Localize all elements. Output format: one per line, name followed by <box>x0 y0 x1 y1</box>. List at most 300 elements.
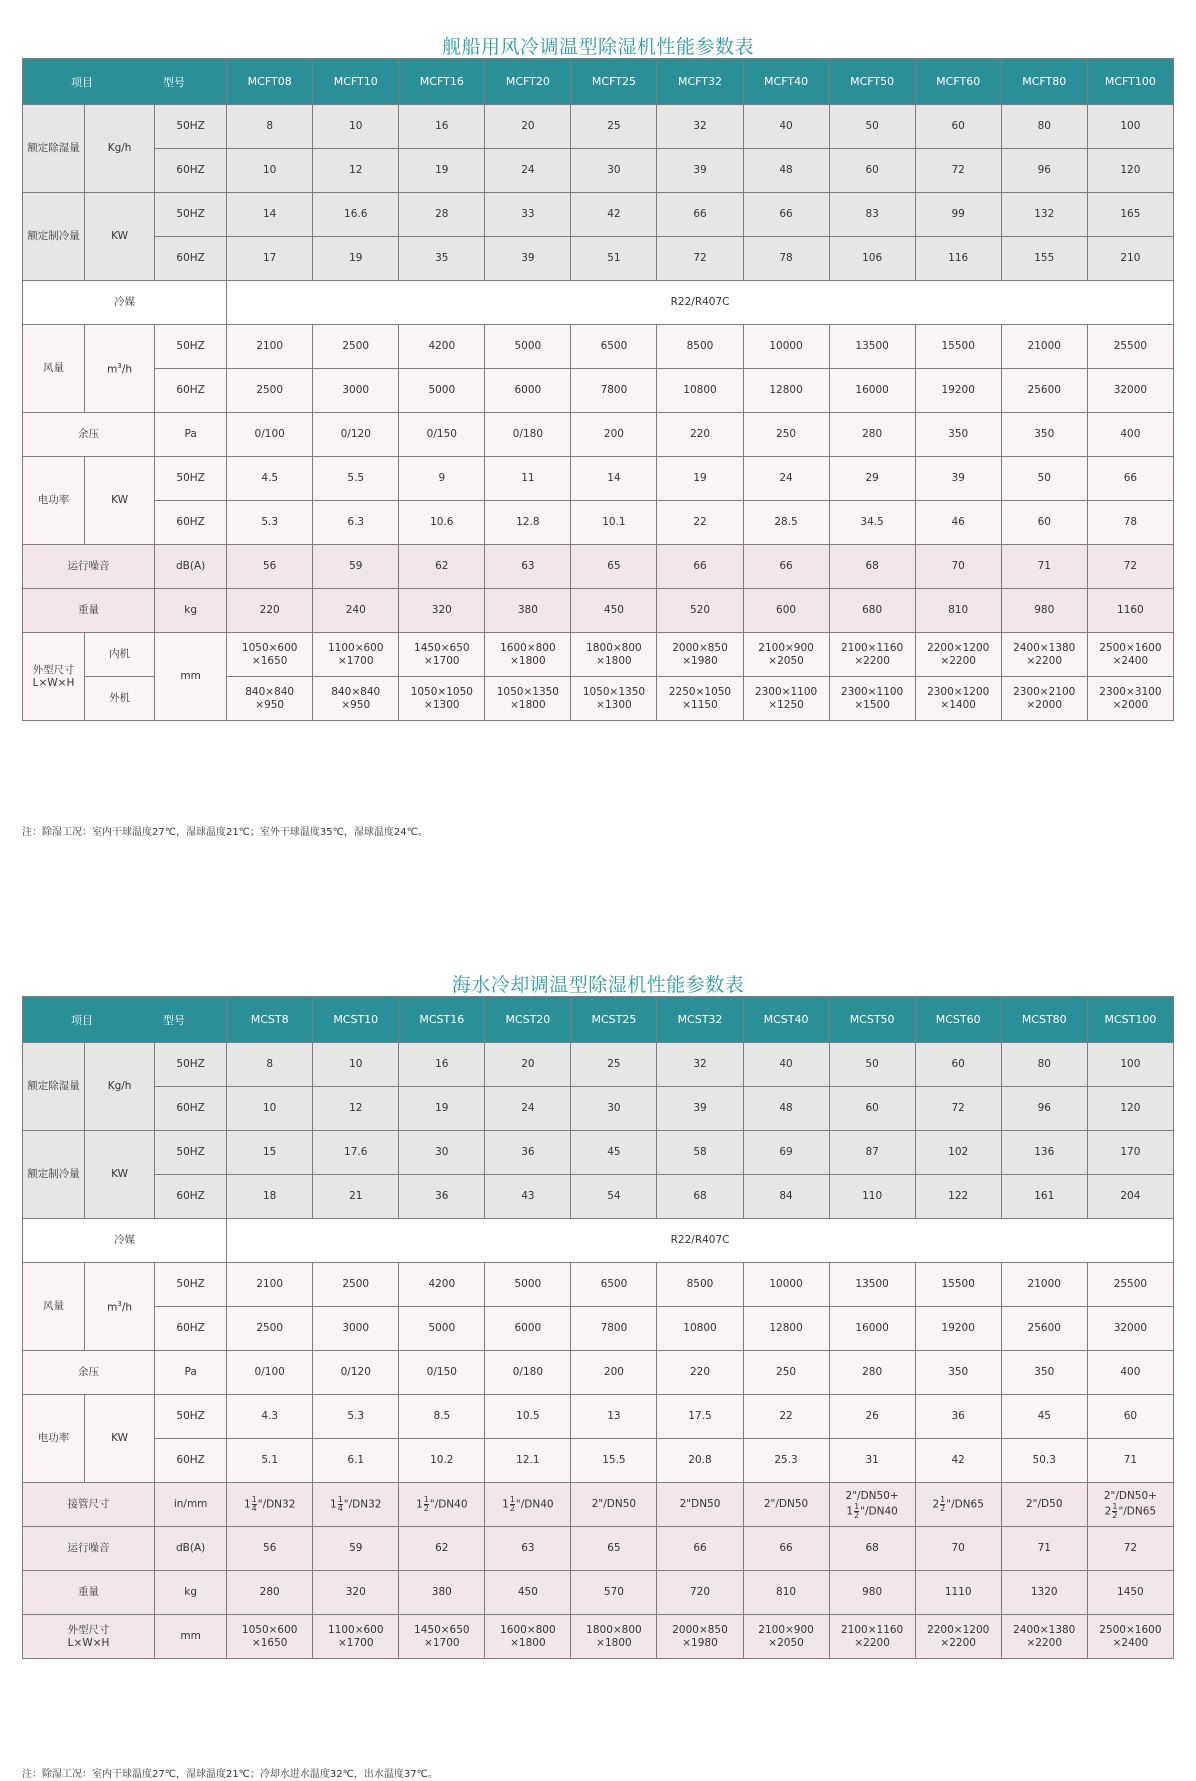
weight-value: 380 <box>399 1571 485 1615</box>
model-header: MCST40 <box>743 997 829 1043</box>
weight-unit: kg <box>155 1571 227 1615</box>
freq-60hz-label: 60HZ <box>155 1175 227 1219</box>
table-row <box>23 413 1174 457</box>
model-header: MCST8 <box>227 997 313 1043</box>
model-header: MCST25 <box>571 997 657 1043</box>
model-header: MCFT16 <box>399 59 485 105</box>
cool-50hz-value: 83 <box>829 193 915 237</box>
dehum-60hz-value: 10 <box>227 149 313 193</box>
air-50hz-value: 21000 <box>1001 325 1087 369</box>
dehum-60hz-value: 10 <box>227 1087 313 1131</box>
pipe-unit: in/mm <box>155 1483 227 1527</box>
refrigerant-value: R22/R407C <box>227 281 1174 325</box>
pipe-top-line: 2"/DN50+ <box>1103 1489 1157 1502</box>
pipe-rest: "/DN65 <box>946 1498 984 1511</box>
model-header: MCFT60 <box>915 59 1001 105</box>
air-60hz-value: 3000 <box>313 369 399 413</box>
air-50hz-value: 6500 <box>571 325 657 369</box>
power-50hz-value: 11 <box>485 457 571 501</box>
fraction-denominator: 2 <box>854 1510 860 1520</box>
dim-line-1: 2300×1100 <box>754 685 818 698</box>
dehum-60hz-value: 30 <box>571 149 657 193</box>
power-60hz-value: 10.1 <box>571 501 657 545</box>
refrigerant-value: R22/R407C <box>227 1219 1174 1263</box>
power-50hz-value: 22 <box>743 1395 829 1439</box>
model-header: MCST20 <box>485 997 571 1043</box>
model-header: MCFT25 <box>571 59 657 105</box>
pipe-whole: 1 <box>502 1498 509 1511</box>
dehum-50hz-value: 40 <box>743 1043 829 1087</box>
power-60hz-value: 22 <box>657 501 743 545</box>
dim-line-2: ×1650 <box>251 654 288 667</box>
dehum-50hz-value: 60 <box>915 1043 1001 1087</box>
dim-line-2: ×1980 <box>682 654 718 667</box>
pipe-fraction <box>940 1496 945 1513</box>
power-50hz-value: 36 <box>915 1395 1001 1439</box>
dim-line-1: 2200×1200 <box>927 1623 990 1636</box>
power-60hz-value: 12.8 <box>485 501 571 545</box>
pipe-value <box>1087 1483 1173 1527</box>
dim-line-2: ×950 <box>341 698 371 711</box>
dehum-50hz-value: 100 <box>1087 1043 1173 1087</box>
noise-value: 59 <box>313 1527 399 1571</box>
dims-outdoor-label: 外机 <box>85 677 155 721</box>
fraction-numerator: 1 <box>854 1501 860 1511</box>
dim-line-2: ×1800 <box>510 1636 546 1649</box>
header-item-label: 项目 <box>71 76 93 89</box>
dim-line-2: ×1800 <box>510 698 546 711</box>
table2 <box>22 996 1174 1659</box>
dims-outdoor-value <box>1087 677 1173 721</box>
dim-line-1: 1050×600 <box>241 1623 298 1636</box>
cool-50hz-value: 16.6 <box>313 193 399 237</box>
dehum-60hz-value: 30 <box>571 1087 657 1131</box>
dim-line-1: 1050×1350 <box>496 685 559 698</box>
fraction-denominator: 4 <box>251 1504 257 1513</box>
table-row <box>23 589 1174 633</box>
dims-value <box>1087 1615 1173 1659</box>
table1 <box>22 58 1174 721</box>
weight-value: 320 <box>313 1571 399 1615</box>
fraction-numerator: 1 <box>1112 1501 1118 1511</box>
weight-value: 1110 <box>915 1571 1001 1615</box>
weight-value: 600 <box>743 589 829 633</box>
cool-label: 额定制冷量 <box>23 193 85 281</box>
unit-suffix: /h <box>121 363 133 376</box>
weight-value: 720 <box>657 1571 743 1615</box>
noise-unit: dB(A) <box>155 545 227 589</box>
dim-line-2: ×950 <box>255 698 285 711</box>
table1-title: 舰船用风冷调温型除湿机性能参数表 <box>441 36 754 58</box>
pressure-value: 200 <box>571 413 657 457</box>
weight-value: 570 <box>571 1571 657 1615</box>
fraction-denominator: 2 <box>940 1504 946 1513</box>
pressure-value: 0/100 <box>227 413 313 457</box>
table-row <box>23 237 1174 281</box>
dims-indoor-value <box>571 633 657 677</box>
dims-outdoor-value <box>227 677 313 721</box>
dim-line-1: 2300×1200 <box>927 685 990 698</box>
unit-superscript: 3 <box>117 362 122 371</box>
cool-60hz-value: 78 <box>743 237 829 281</box>
table-row <box>23 1175 1174 1219</box>
cool-50hz-value: 99 <box>915 193 1001 237</box>
dim-line-2: ×1800 <box>510 654 546 667</box>
air-60hz-value: 2500 <box>227 1307 313 1351</box>
dim-line-2: ×2000 <box>1026 698 1063 711</box>
power-unit: KW <box>85 1395 155 1483</box>
power-60hz-value: 10.2 <box>399 1439 485 1483</box>
weight-value: 380 <box>485 589 571 633</box>
dim-line-1: 2100×1160 <box>841 641 904 654</box>
air-50hz-value: 25500 <box>1087 325 1173 369</box>
dehum-unit: Kg/h <box>85 105 155 193</box>
freq-50hz-label: 50HZ <box>155 1043 227 1087</box>
dims-outdoor-value <box>743 677 829 721</box>
power-50hz-value: 13 <box>571 1395 657 1439</box>
table-row <box>23 1087 1174 1131</box>
dehum-60hz-value: 48 <box>743 1087 829 1131</box>
dims-value <box>915 1615 1001 1659</box>
dim-line-2: ×2000 <box>1112 698 1149 711</box>
dims-value <box>571 1615 657 1659</box>
air-50hz-value: 10000 <box>743 1263 829 1307</box>
noise-value: 70 <box>915 545 1001 589</box>
weight-value: 280 <box>227 1571 313 1615</box>
air-50hz-value: 2500 <box>313 325 399 369</box>
dim-line-1: 1050×600 <box>241 641 298 654</box>
dim-line-1: 1800×800 <box>586 1623 642 1636</box>
table-row <box>23 1219 1174 1263</box>
cool-60hz-value: 17 <box>227 237 313 281</box>
header-diagonal-cell <box>23 997 227 1043</box>
weight-value: 1320 <box>1001 1571 1087 1615</box>
cool-60hz-value: 155 <box>1001 237 1087 281</box>
unit-base: m <box>107 1301 118 1314</box>
power-50hz-value: 5.5 <box>313 457 399 501</box>
power-60hz-value: 5.1 <box>227 1439 313 1483</box>
table-row <box>23 1351 1174 1395</box>
dims-label <box>23 1615 155 1659</box>
dims-indoor-value <box>399 633 485 677</box>
pipe-value: 2"/D50 <box>1001 1483 1087 1527</box>
power-label: 电功率 <box>23 457 85 545</box>
cool-unit: KW <box>85 1131 155 1219</box>
freq-60hz-label: 60HZ <box>155 369 227 413</box>
dim-line-2: ×1800 <box>596 654 632 667</box>
cool-label: 额定制冷量 <box>23 1131 85 1219</box>
dims-outdoor-value <box>657 677 743 721</box>
table-row <box>23 1307 1174 1351</box>
air-50hz-value: 25500 <box>1087 1263 1173 1307</box>
dims-value <box>399 1615 485 1659</box>
pressure-value: 350 <box>1001 1351 1087 1395</box>
pressure-value: 350 <box>915 1351 1001 1395</box>
air-50hz-value: 15500 <box>915 1263 1001 1307</box>
header-diagonal-cell <box>23 59 227 105</box>
dim-line-2: ×1800 <box>596 1636 632 1649</box>
weight-value: 520 <box>657 589 743 633</box>
air-60hz-value: 16000 <box>829 369 915 413</box>
dims-indoor-value <box>227 633 313 677</box>
dehum-50hz-value: 20 <box>485 105 571 149</box>
cool-60hz-value: 51 <box>571 237 657 281</box>
model-header: MCST80 <box>1001 997 1087 1043</box>
dim-line-1: 2300×1100 <box>841 685 904 698</box>
dehum-60hz-value: 96 <box>1001 1087 1087 1131</box>
noise-unit: dB(A) <box>155 1527 227 1571</box>
pipe-fraction-line <box>830 1503 915 1520</box>
fraction-numerator: 1 <box>509 1495 515 1504</box>
cool-60hz-value: 204 <box>1087 1175 1173 1219</box>
dehum-60hz-value: 12 <box>313 1087 399 1131</box>
power-50hz-value: 17.5 <box>657 1395 743 1439</box>
dims-value <box>313 1615 399 1659</box>
cool-50hz-value: 87 <box>829 1131 915 1175</box>
pipe-rest: "/DN65 <box>1118 1505 1157 1517</box>
dim-line-1: 2100×1160 <box>841 1623 904 1636</box>
air-60hz-value: 25600 <box>1001 369 1087 413</box>
pipe-whole: 2 <box>932 1498 940 1511</box>
noise-value: 63 <box>485 1527 571 1571</box>
unit-superscript: 3 <box>117 1300 122 1309</box>
dehum-60hz-value: 72 <box>915 149 1001 193</box>
dim-line-1: 1450×650 <box>414 1623 470 1636</box>
freq-50hz-label: 50HZ <box>155 105 227 149</box>
noise-value: 56 <box>227 1527 313 1571</box>
dehum-50hz-value: 50 <box>829 1043 915 1087</box>
dehum-50hz-value: 8 <box>227 1043 313 1087</box>
dim-line-1: 外型尺寸 <box>67 1623 110 1636</box>
dehum-60hz-value: 48 <box>743 149 829 193</box>
pipe-fraction <box>424 1496 429 1513</box>
dim-line-2: ×2200 <box>854 654 890 667</box>
dims-indoor-value <box>915 633 1001 677</box>
pipe-fraction-line <box>313 1496 398 1513</box>
power-60hz-value: 46 <box>915 501 1001 545</box>
dim-line-1: 1800×800 <box>586 641 642 654</box>
dehum-50hz-value: 40 <box>743 105 829 149</box>
pipe-value <box>915 1483 1001 1527</box>
dehum-60hz-value: 120 <box>1087 149 1173 193</box>
pipe-rest: "/DN40 <box>429 1498 468 1511</box>
refrigerant-label: 冷媒 <box>23 281 227 325</box>
dims-indoor-value <box>1001 633 1087 677</box>
dims-indoor-value <box>485 633 571 677</box>
dim-line-1: 840×840 <box>331 685 381 698</box>
table-row <box>23 1263 1174 1307</box>
cool-50hz-value: 45 <box>571 1131 657 1175</box>
dim-line-1: 2400×1380 <box>1013 1623 1076 1636</box>
weight-value: 1450 <box>1087 1571 1173 1615</box>
fraction-numerator: 1 <box>940 1495 946 1504</box>
dehum-50hz-value: 80 <box>1001 105 1087 149</box>
air-60hz-value: 3000 <box>313 1307 399 1351</box>
table-row <box>23 545 1174 589</box>
pipe-value <box>485 1483 571 1527</box>
table-row <box>23 1571 1174 1615</box>
model-header: MCFT100 <box>1087 59 1173 105</box>
cool-50hz-value: 66 <box>657 193 743 237</box>
cool-50hz-value: 102 <box>915 1131 1001 1175</box>
pipe-rest: "/DN40 <box>860 1505 898 1517</box>
air-label: 风量 <box>23 1263 85 1351</box>
table-row <box>23 1043 1174 1087</box>
dehum-unit: Kg/h <box>85 1043 155 1131</box>
freq-50hz-label: 50HZ <box>155 1395 227 1439</box>
air-60hz-value: 5000 <box>399 1307 485 1351</box>
dim-line-2: ×2200 <box>854 1636 890 1649</box>
dehum-50hz-value: 60 <box>915 105 1001 149</box>
pressure-value: 350 <box>915 413 1001 457</box>
power-50hz-value: 14 <box>571 457 657 501</box>
dim-line-1: 1050×1350 <box>582 685 646 698</box>
pressure-value: 0/120 <box>313 1351 399 1395</box>
pressure-value: 220 <box>657 1351 743 1395</box>
dim-line-2: ×1300 <box>424 698 460 711</box>
table-row <box>23 457 1174 501</box>
power-50hz-value: 4.3 <box>227 1395 313 1439</box>
dims-unit: mm <box>155 633 227 721</box>
power-60hz-value: 6.3 <box>313 501 399 545</box>
table-row <box>23 325 1174 369</box>
weight-value: 450 <box>571 589 657 633</box>
cool-50hz-value: 136 <box>1001 1131 1087 1175</box>
dim-line-2: ×2200 <box>940 1636 976 1649</box>
dehum-50hz-value: 100 <box>1087 105 1173 149</box>
cool-60hz-value: 210 <box>1087 237 1173 281</box>
pipe-fraction <box>252 1496 257 1513</box>
table-row <box>23 1483 1174 1527</box>
dehum-50hz-value: 16 <box>399 105 485 149</box>
air-50hz-value: 2100 <box>227 325 313 369</box>
dims-outdoor-value <box>485 677 571 721</box>
dim-line-1: 1600×800 <box>500 1623 556 1636</box>
cool-unit: KW <box>85 193 155 281</box>
model-header: MCST32 <box>657 997 743 1043</box>
power-60hz-value: 12.1 <box>485 1439 571 1483</box>
table-row <box>23 997 1174 1043</box>
model-header: MCST10 <box>313 997 399 1043</box>
pipe-value <box>829 1483 915 1527</box>
freq-60hz-label: 60HZ <box>155 237 227 281</box>
table1-note: 注：除湿工况：室内干球温度27℃，湿球温度21℃；室外干球温度35℃，湿球温度24℃。 <box>22 827 428 838</box>
freq-50hz-label: 50HZ <box>155 1131 227 1175</box>
cool-50hz-value: 33 <box>485 193 571 237</box>
noise-label: 运行噪音 <box>23 545 155 589</box>
dims-indoor-value <box>313 633 399 677</box>
dehum-label: 额定除湿量 <box>23 105 85 193</box>
cool-50hz-value: 36 <box>485 1131 571 1175</box>
dim-line-1: 外型尺寸 <box>32 663 75 676</box>
pipe-value <box>399 1483 485 1527</box>
noise-value: 62 <box>399 1527 485 1571</box>
dim-line-2: ×1650 <box>251 1636 288 1649</box>
model-header: MCST60 <box>915 997 1001 1043</box>
dehum-50hz-value: 25 <box>571 105 657 149</box>
air-50hz-value: 8500 <box>657 325 743 369</box>
dehum-50hz-value: 32 <box>657 1043 743 1087</box>
noise-value: 62 <box>399 545 485 589</box>
pressure-value: 350 <box>1001 413 1087 457</box>
dim-line-1: 2500×1600 <box>1099 1623 1162 1636</box>
dehum-50hz-value: 50 <box>829 105 915 149</box>
dims-outdoor-value <box>399 677 485 721</box>
dims-indoor-value <box>743 633 829 677</box>
cool-50hz-value: 17.6 <box>313 1131 399 1175</box>
air-60hz-value: 16000 <box>829 1307 915 1351</box>
pipe-whole: 1 <box>846 1505 854 1517</box>
dehum-60hz-value: 120 <box>1087 1087 1173 1131</box>
table-row <box>23 281 1174 325</box>
cool-60hz-value: 68 <box>657 1175 743 1219</box>
power-50hz-value: 19 <box>657 457 743 501</box>
cool-60hz-value: 106 <box>829 237 915 281</box>
fraction-denominator: 2 <box>509 1504 515 1513</box>
air-50hz-value: 5000 <box>485 325 571 369</box>
air-50hz-value: 15500 <box>915 325 1001 369</box>
pressure-value: 200 <box>571 1351 657 1395</box>
pipe-value: 2"DN50 <box>657 1483 743 1527</box>
power-50hz-value: 9 <box>399 457 485 501</box>
cool-60hz-value: 19 <box>313 237 399 281</box>
cool-60hz-value: 54 <box>571 1175 657 1219</box>
header-model-label: 型号 <box>163 1014 185 1027</box>
pressure-value: 220 <box>657 413 743 457</box>
model-header: MCST100 <box>1087 997 1173 1043</box>
power-50hz-value: 45 <box>1001 1395 1087 1439</box>
noise-value: 68 <box>829 545 915 589</box>
dim-line-2: ×1700 <box>337 654 374 667</box>
freq-50hz-label: 50HZ <box>155 325 227 369</box>
air-60hz-value: 19200 <box>915 1307 1001 1351</box>
dehum-50hz-value: 25 <box>571 1043 657 1087</box>
noise-value: 66 <box>743 1527 829 1571</box>
noise-value: 66 <box>657 545 743 589</box>
pressure-value: 0/150 <box>399 1351 485 1395</box>
dim-line-1: 1050×1050 <box>410 685 473 698</box>
model-header: MCST16 <box>399 997 485 1043</box>
dims-value <box>1001 1615 1087 1659</box>
pipe-fraction-line <box>916 1496 1001 1513</box>
dims-outdoor-value <box>313 677 399 721</box>
cool-50hz-value: 58 <box>657 1131 743 1175</box>
noise-value: 59 <box>313 545 399 589</box>
pressure-label: 余压 <box>23 1351 155 1395</box>
table-row <box>23 59 1174 105</box>
power-50hz-value: 8.5 <box>399 1395 485 1439</box>
dim-line-1: 2100×900 <box>758 641 814 654</box>
table-row <box>23 1131 1174 1175</box>
cool-50hz-value: 165 <box>1087 193 1173 237</box>
table2-note: 注：除湿工况：室内干球温度27℃，湿球温度21℃；冷却水进水温度32℃，出水温度37℃。 <box>22 1769 438 1780</box>
air-60hz-value: 25600 <box>1001 1307 1087 1351</box>
pressure-value: 0/180 <box>485 1351 571 1395</box>
air-60hz-value: 6000 <box>485 369 571 413</box>
model-header: MCFT20 <box>485 59 571 105</box>
dehum-60hz-value: 24 <box>485 149 571 193</box>
power-60hz-value: 31 <box>829 1439 915 1483</box>
model-header: MCFT40 <box>743 59 829 105</box>
noise-value: 56 <box>227 545 313 589</box>
power-60hz-value: 10.6 <box>399 501 485 545</box>
pipe-top-line: 2"/DN50+ <box>845 1489 899 1502</box>
cool-60hz-value: 35 <box>399 237 485 281</box>
dim-line-2: ×1150 <box>682 698 718 711</box>
dim-line-2: ×2200 <box>1026 1636 1063 1649</box>
table-row <box>23 633 1174 677</box>
power-60hz-value: 50.3 <box>1001 1439 1087 1483</box>
